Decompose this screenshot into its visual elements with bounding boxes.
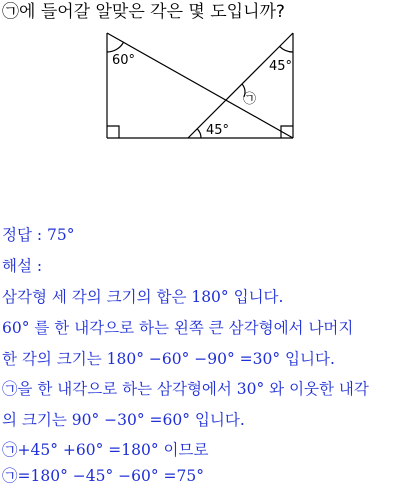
label-angle-45-top: 45°: [269, 59, 293, 74]
label-marked-angle: ㉠: [243, 92, 257, 107]
solution-line: ㉠+45° +60° =180° 이므로: [2, 441, 209, 459]
solution-line: ㉠=180° −45° −60° =75°: [2, 467, 204, 485]
solution-line: 60° 를 한 내각으로 하는 왼쪽 큰 삼각형에서 나머지: [2, 319, 354, 337]
question-text: ㉠에 들어갈 알맞은 각은 몇 도입니까?: [2, 2, 285, 22]
label-angle-60: 60°: [112, 53, 136, 68]
right-angle-mark-left: [107, 126, 119, 138]
solution-line: 의 크기는 90° −30° =60° 입니다.: [2, 411, 245, 429]
arc-top-left: [107, 42, 124, 52]
answer-line: 정답 : 75°: [2, 226, 75, 244]
label-angle-45-bottom: 45°: [206, 123, 230, 138]
arc-bottom: [197, 129, 201, 138]
solution-line: 삼각형 세 각의 크기의 합은 180° 입니다.: [2, 288, 284, 306]
solution-line: 한 각의 크기는 180° −60° −90° =30° 입니다.: [2, 350, 335, 368]
explanation-heading: 해설 :: [2, 257, 43, 275]
crossing-diagonal: [188, 33, 293, 138]
solution-line: ㉠을 한 내각으로 하는 삼각형에서 30° 와 이웃한 내각: [2, 380, 369, 398]
arc-top-right: [280, 46, 293, 52]
triangle-figure: [100, 30, 300, 142]
long-diagonal: [107, 33, 293, 138]
